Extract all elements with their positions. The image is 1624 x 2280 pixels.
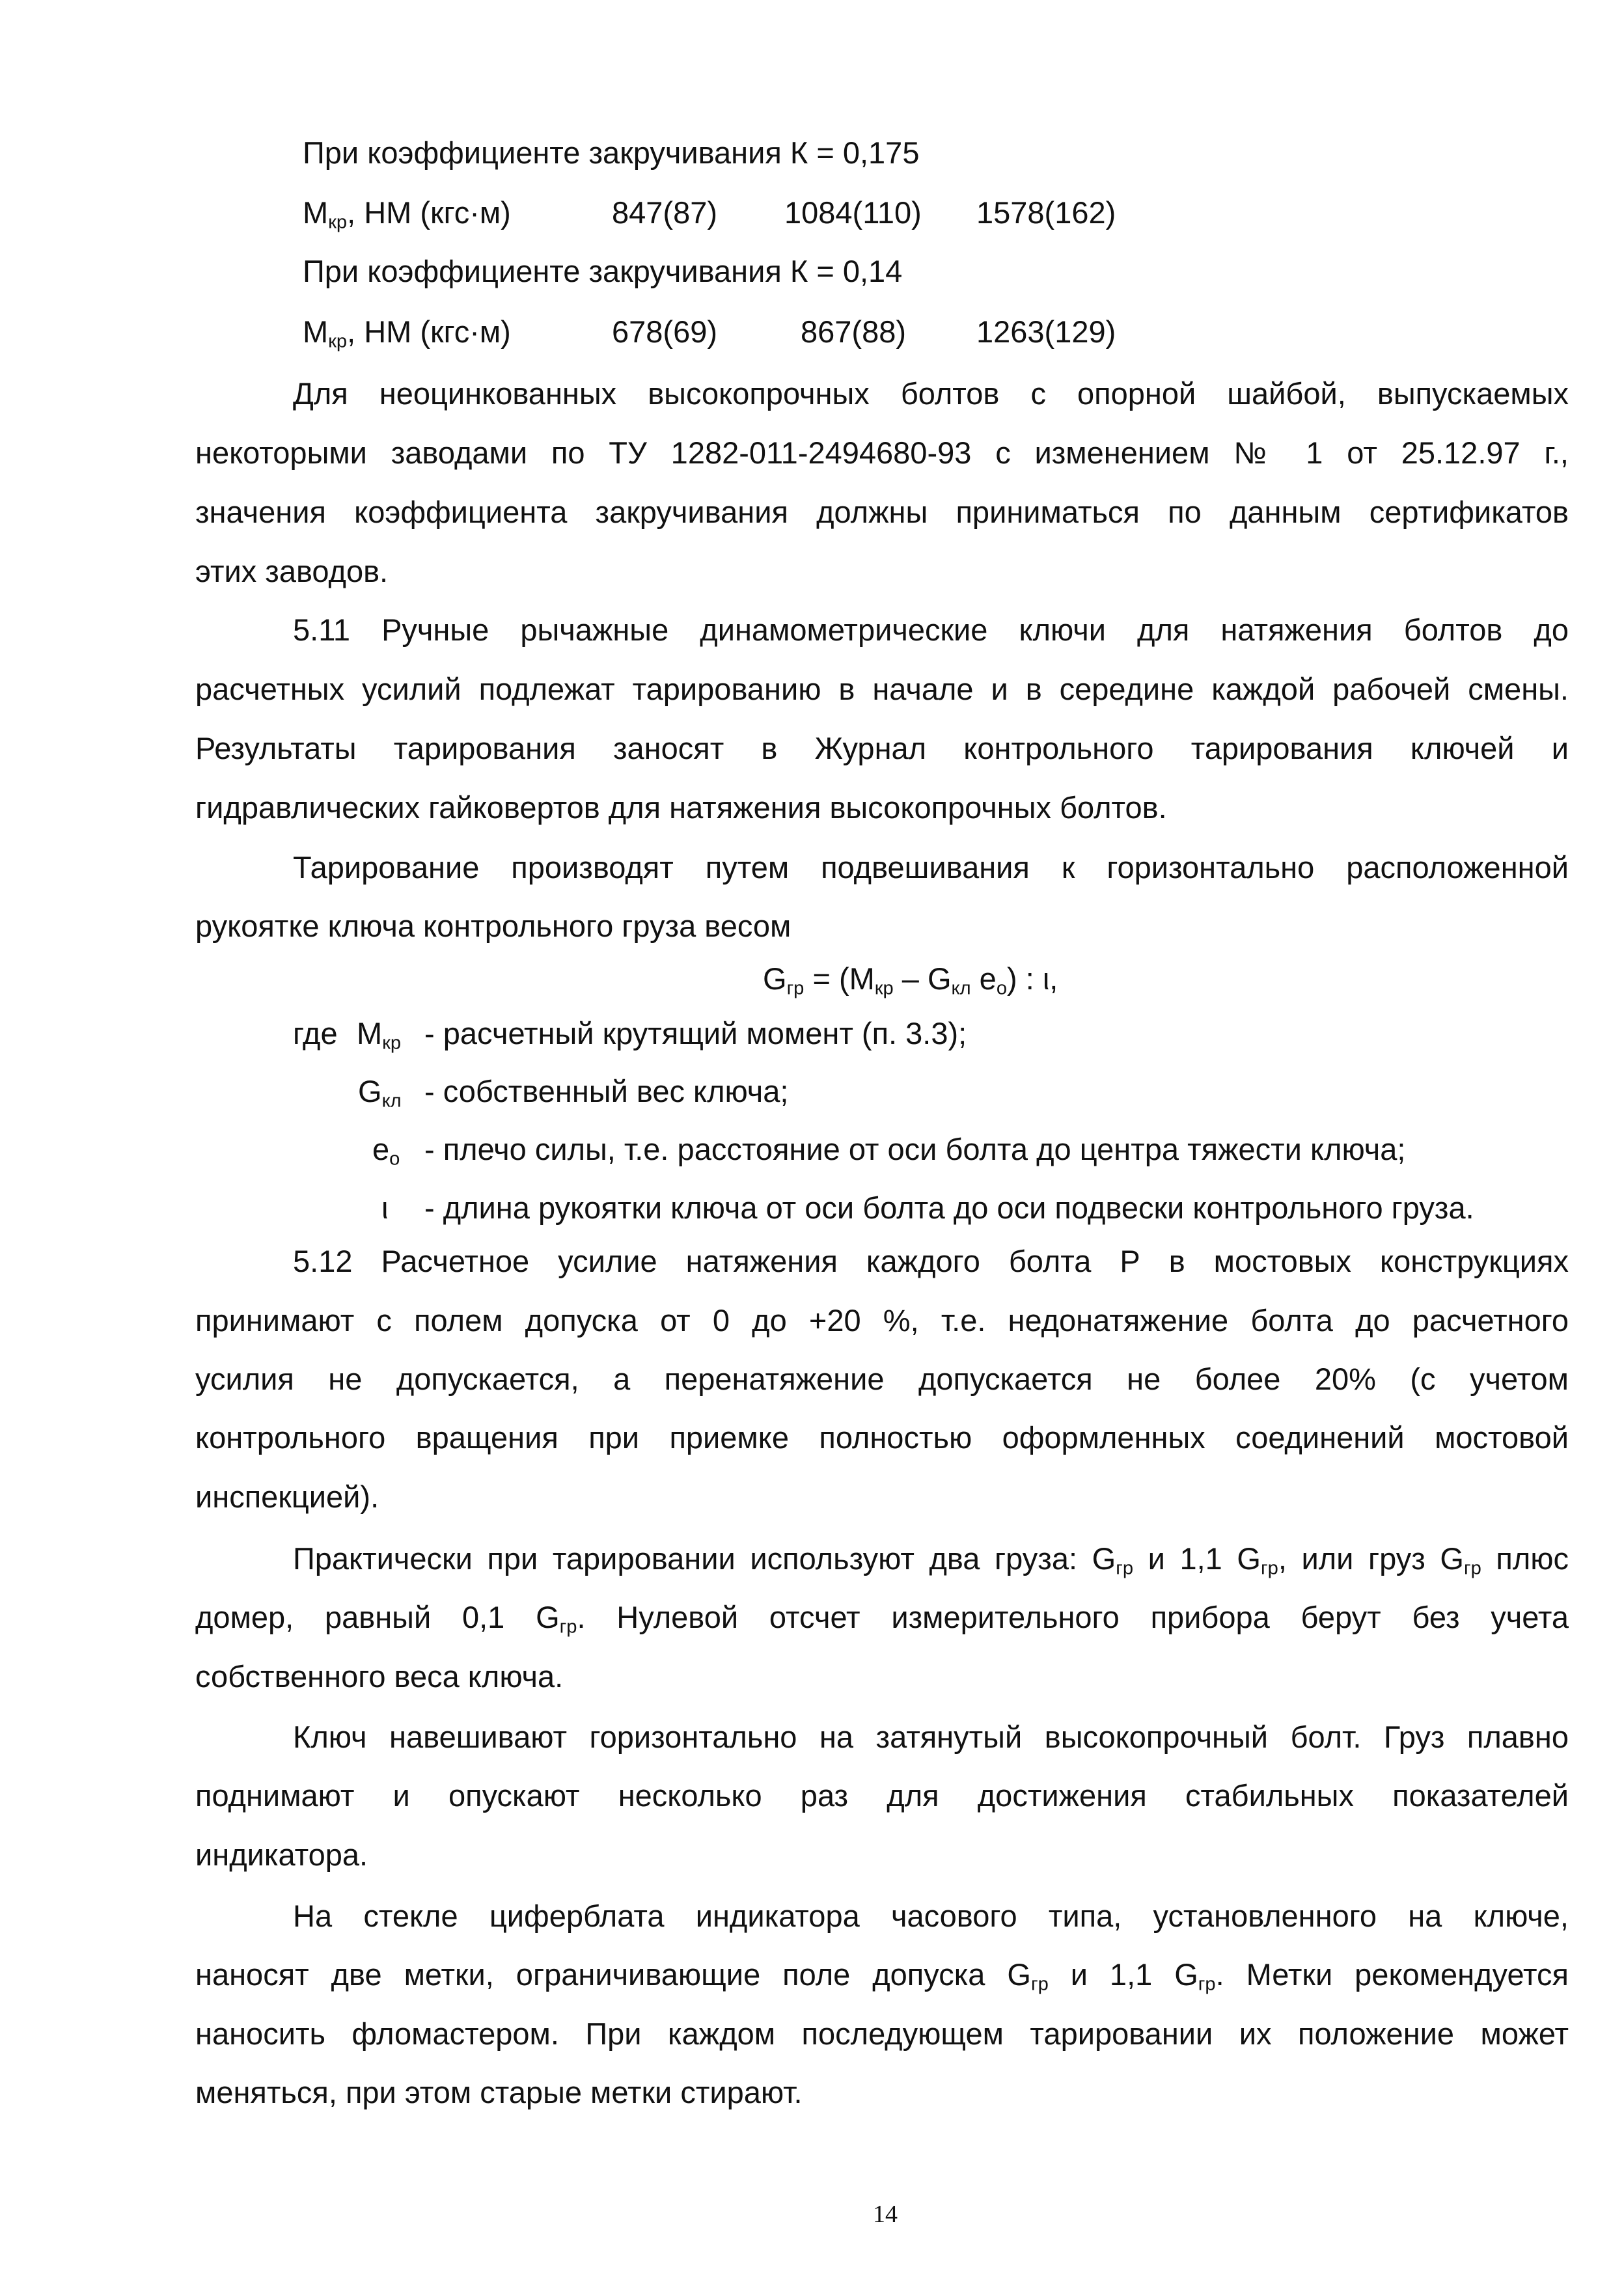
coef2-label: $М_{кр}$, НМ (кгс·м) (303, 314, 511, 352)
where-definition: - длина рукоятки ключа от оси болта до оси подвески контрольного груза. (424, 1190, 1474, 1225)
paragraph-line: Результаты тарирования заносят в Журнал контрольного тарирования ключей и (195, 731, 1569, 765)
paragraph-line: расчетных усилий подлежат тарированию в начале и в середине каждой рабочей смены. (195, 672, 1569, 706)
where-word: где (293, 1016, 338, 1051)
paragraph-line: Для неоцинкованных высокопрочных болтов с опорной шайбой, выпускаемых (293, 376, 1569, 411)
coef2-caption: При коэффициенте закручивания К = 0,14 (303, 254, 903, 288)
page-number: 14 (873, 2201, 898, 2228)
paragraph-line: домер, равный 0,1 $G_{гр}$. Нулевой отсчет измерительного прибора берут без учета (195, 1600, 1569, 1638)
paragraph-line: наносят две метки, ограничивающие поле допуска $G_{гр}$ и 1,1 $G_{гр}$. Метки рекомендуется (195, 1957, 1569, 1995)
paragraph-line: наносить фломастером. При каждом последующем тарировании их положение может (195, 2016, 1569, 2051)
paragraph-line: Ключ навешивают горизонтально на затянутый высокопрочный болт. Груз плавно (293, 1720, 1569, 1754)
formula: $G_{гр} = (М_{кр} - G_{кл}$ $e_о$) : ι, (763, 961, 1058, 999)
paragraph-line: рукоятке ключа контрольного груза весом (195, 909, 791, 943)
paragraph-line: некоторыми заводами по ТУ 1282-011-2494680-93 с изменением № 1 от 25.12.97 г., (195, 435, 1569, 470)
coef2-value: 867(88) (801, 314, 906, 349)
paragraph-line: гидравлических гайковертов для натяжения высокопрочных болтов. (195, 790, 1167, 825)
where-symbol: ι (381, 1190, 389, 1225)
paragraph-line: значения коэффициента закручивания должны приниматься по данным сертификатов (195, 495, 1569, 529)
paragraph-line: 5.11 Ручные рычажные динамометрические ключи для натяжения болтов до (293, 612, 1569, 647)
paragraph-line: Тарирование производят путем подвешивания к горизонтально расположенной (293, 850, 1569, 885)
where-symbol: $e_о$ (372, 1132, 400, 1170)
coef1-value: 847(87) (612, 195, 717, 230)
coef1-caption: При коэффициенте закручивания К = 0,175 (303, 135, 920, 170)
paragraph-line: поднимают и опускают несколько раз для достижения стабильных показателей (195, 1778, 1569, 1813)
paragraph-line: инспекцией). (195, 1479, 379, 1514)
paragraph-line: контрольного вращения при приемке полностью оформленных соединений мостовой (195, 1420, 1569, 1455)
coef1-value: 1084(110) (784, 195, 922, 230)
where-definition: - собственный вес ключа; (424, 1074, 789, 1108)
paragraph-line: меняться, при этом старые метки стирают. (195, 2075, 803, 2109)
paragraph-line: На стекле циферблата индикатора часового типа, установленного на ключе, (293, 1899, 1569, 1933)
paragraph-line: собственного веса ключа. (195, 1659, 564, 1694)
paragraph-line: индикатора. (195, 1837, 368, 1872)
coef2-value: 678(69) (612, 314, 717, 349)
paragraph-line: усилия не допускается, а перенатяжение допускается не более 20% (с учетом (195, 1362, 1569, 1396)
coef1-label: $М_{кр}$, НМ (кгс·м) (303, 195, 511, 233)
paragraph-line: этих заводов. (195, 554, 389, 588)
paragraph-line: принимают с полем допуска от 0 до +20 %, т.е. недонатяжение болта до расчетного (195, 1303, 1569, 1338)
where-symbol: $G_{кл}$ (358, 1074, 402, 1112)
paragraph-line: 5.12 Расчетное усилие натяжения каждого болта Р в мостовых конструкциях (293, 1244, 1569, 1278)
coef1-value: 1578(162) (976, 195, 1116, 230)
where-definition: - расчетный крутящий момент (п. 3.3); (424, 1016, 967, 1051)
coef2-value: 1263(129) (976, 314, 1116, 349)
where-definition: - плечо силы, т.е. расстояние от оси болта до центра тяжести ключа; (424, 1132, 1406, 1166)
where-symbol: $М_{кр}$ (357, 1016, 402, 1054)
paragraph-line: Практически при тарировании используют два груза: $G_{гр}$ и 1,1 $G_{гр}$, или груз $G_{гр}$ плюс (293, 1541, 1569, 1579)
